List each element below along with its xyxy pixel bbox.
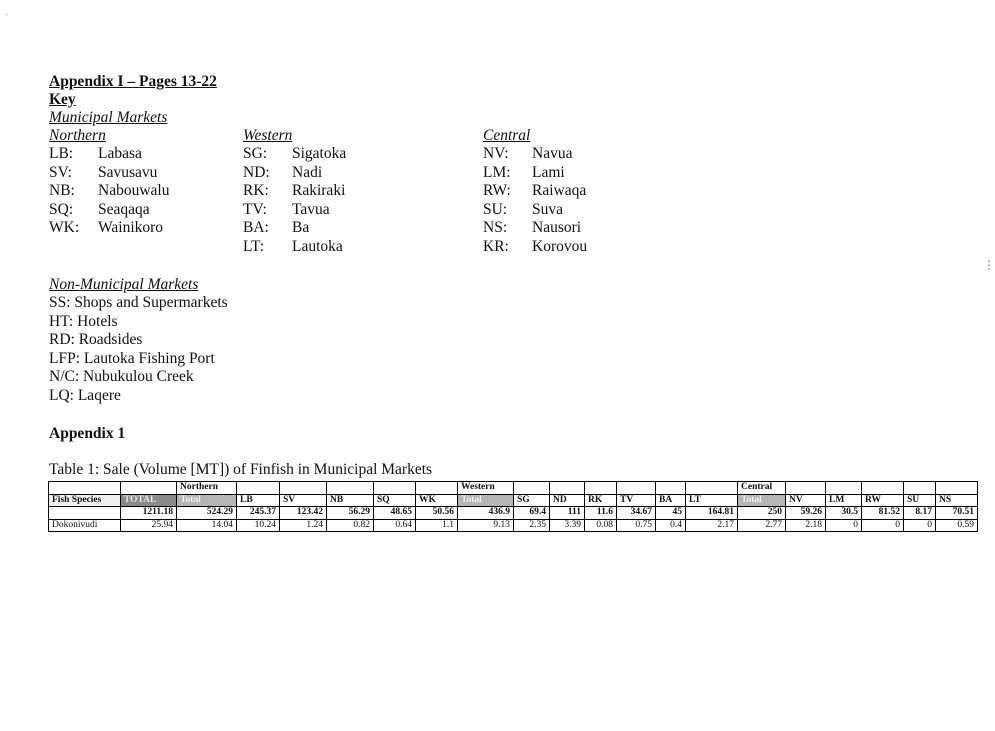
region-group-cell xyxy=(936,482,978,495)
table-cell: 0 xyxy=(862,519,904,532)
column-header-row xyxy=(49,494,978,507)
region-group-cell: Northern xyxy=(177,482,237,495)
market-entry xyxy=(483,201,587,220)
non-municipal-item: SS: Shops and Supermarkets xyxy=(49,294,228,311)
table-cell: 3.39 xyxy=(550,519,585,532)
market-name: Nadi xyxy=(292,163,323,181)
column-header: NB xyxy=(327,494,374,507)
region-central xyxy=(483,127,587,257)
market-entry xyxy=(483,164,587,183)
column-header: Total xyxy=(177,494,237,507)
region-group-cell xyxy=(904,482,936,495)
column-header: RK xyxy=(585,494,617,507)
market-entry xyxy=(243,219,346,238)
table-cell: 30.5 xyxy=(826,507,862,520)
market-entry xyxy=(243,201,346,220)
region-group-cell: Central xyxy=(738,482,786,495)
column-header: TOTAL xyxy=(121,494,177,507)
column-header: WK xyxy=(416,494,458,507)
region-title: Western xyxy=(243,127,293,144)
appendix-title: Appendix I – Pages 13-22 xyxy=(49,73,217,90)
column-header: LM xyxy=(826,494,862,507)
market-name: Navua xyxy=(532,145,573,162)
market-code: SV: xyxy=(49,163,72,181)
market-entry xyxy=(483,182,587,201)
region-group-cell xyxy=(550,482,585,495)
table-cell: 0.4 xyxy=(656,519,686,532)
table-cell: 1211.18 xyxy=(121,507,177,520)
table-cell: 111 xyxy=(550,507,585,520)
table-row xyxy=(49,519,978,532)
table-cell: 2.77 xyxy=(738,519,786,532)
table-cell: 436.9 xyxy=(458,507,514,520)
region-western xyxy=(243,127,346,257)
market-code: LB: xyxy=(49,145,74,162)
table-cell: 2.18 xyxy=(786,519,826,532)
region-group-cell xyxy=(514,482,550,495)
table-cell: 524.29 xyxy=(177,507,237,520)
market-code: SU: xyxy=(483,200,508,218)
market-name: Nausori xyxy=(532,219,582,237)
table-cell: 1.1 xyxy=(416,519,458,532)
table-cell: 250 xyxy=(738,507,786,520)
table-cell: 0 xyxy=(904,519,936,532)
market-name: Lautoka xyxy=(292,237,343,255)
table-cell: 164.81 xyxy=(686,507,738,520)
table-cell xyxy=(49,507,121,520)
market-entry xyxy=(243,238,346,257)
table-cell: 25.94 xyxy=(121,519,177,532)
column-header: SG xyxy=(514,494,550,507)
region-group-cell xyxy=(237,482,280,495)
market-entry xyxy=(243,145,346,164)
market-code: TV: xyxy=(243,200,267,218)
table-cell: 0 xyxy=(826,519,862,532)
table-caption: Table 1: Sale (Volume [MT]) of Finfish in Municipal Markets xyxy=(49,461,433,478)
market-code: LM: xyxy=(483,163,511,181)
column-header: RW xyxy=(862,494,904,507)
market-name: Rakiraki xyxy=(292,182,346,200)
market-entry xyxy=(483,145,587,164)
market-entry xyxy=(243,182,346,201)
market-code: LT: xyxy=(243,237,265,255)
non-municipal-item: LFP: Lautoka Fishing Port xyxy=(49,349,215,367)
market-name: Korovou xyxy=(532,237,588,255)
appendix-1-heading: Appendix 1 xyxy=(49,425,126,442)
market-entry xyxy=(49,164,169,183)
market-name: Wainikoro xyxy=(98,219,164,237)
key-label: Key xyxy=(49,91,76,108)
market-name: Nabouwalu xyxy=(98,182,170,200)
region-group-cell xyxy=(374,482,416,495)
region-group-cell xyxy=(121,482,177,495)
market-entry xyxy=(243,164,346,183)
region-northern xyxy=(49,127,169,238)
table-cell: 123.42 xyxy=(280,507,327,520)
table-cell: 11.6 xyxy=(585,507,617,520)
column-header: LT xyxy=(686,494,738,507)
table-cell: 0.64 xyxy=(374,519,416,532)
region-group-cell xyxy=(826,482,862,495)
market-name: Lami xyxy=(532,163,565,181)
table-cell: 59.26 xyxy=(786,507,826,520)
column-header: NS xyxy=(936,494,978,507)
market-entry xyxy=(49,219,169,238)
region-group-cell xyxy=(280,482,327,495)
non-municipal-item: N/C: Nubukulou Creek xyxy=(49,368,194,386)
market-name: Suva xyxy=(532,200,563,218)
table-cell: 56.29 xyxy=(327,507,374,520)
table-cell: 50.56 xyxy=(416,507,458,520)
table-cell: 0.82 xyxy=(327,519,374,532)
market-entry xyxy=(483,219,587,238)
table-cell: 14.04 xyxy=(177,519,237,532)
column-header: Total xyxy=(458,494,514,507)
market-code: BA: xyxy=(243,219,269,237)
column-header: Total xyxy=(738,494,786,507)
table-cell: Dokonivudi xyxy=(49,519,121,532)
column-header: SV xyxy=(280,494,327,507)
column-header: ND xyxy=(550,494,585,507)
table-cell: 48.65 xyxy=(374,507,416,520)
scan-speck: ⋮ xyxy=(983,258,995,272)
table-cell: 45 xyxy=(656,507,686,520)
market-name: Tavua xyxy=(292,200,330,218)
non-municipal-label: Non-Municipal Markets xyxy=(49,276,199,293)
non-municipal-item: RD: Roadsides xyxy=(49,331,143,349)
region-title: Northern xyxy=(49,127,106,144)
table-row xyxy=(49,507,978,520)
municipal-markets-label: Municipal Markets xyxy=(49,109,168,126)
region-group-cell xyxy=(327,482,374,495)
market-entry xyxy=(49,182,169,201)
column-header: LB xyxy=(237,494,280,507)
market-code: WK: xyxy=(49,219,80,237)
region-group-cell: Western xyxy=(458,482,514,495)
market-name: Ba xyxy=(292,219,310,237)
region-title: Central xyxy=(483,127,531,144)
column-header: SQ xyxy=(374,494,416,507)
table-cell: 8.17 xyxy=(904,507,936,520)
region-group-cell xyxy=(656,482,686,495)
market-name: Labasa xyxy=(98,145,142,162)
region-group-cell xyxy=(416,482,458,495)
market-name: Savusavu xyxy=(98,163,158,181)
table-cell: 1.24 xyxy=(280,519,327,532)
column-header: BA xyxy=(656,494,686,507)
market-code: RW: xyxy=(483,182,511,200)
table-cell: 245.37 xyxy=(237,507,280,520)
table-cell: 0.08 xyxy=(585,519,617,532)
market-code: ND: xyxy=(243,163,270,181)
table-cell: 0.75 xyxy=(617,519,656,532)
market-entry xyxy=(49,201,169,220)
market-code: NS: xyxy=(483,219,508,237)
region-group-cell xyxy=(686,482,738,495)
table-cell: 2.35 xyxy=(514,519,550,532)
market-code: NB: xyxy=(49,182,75,200)
column-header: TV xyxy=(617,494,656,507)
market-name: Seaqaqa xyxy=(98,200,150,218)
market-entry xyxy=(483,238,587,257)
column-header: Fish Species xyxy=(49,494,121,507)
market-code: SQ: xyxy=(49,200,74,218)
column-header: NV xyxy=(786,494,826,507)
market-entry xyxy=(49,145,169,164)
market-name: Sigatoka xyxy=(292,145,347,162)
region-group-cell xyxy=(585,482,617,495)
market-code: SG: xyxy=(243,145,268,162)
market-code: RK: xyxy=(243,182,269,200)
region-group-cell xyxy=(617,482,656,495)
market-code: NV: xyxy=(483,145,509,162)
market-code: KR: xyxy=(483,237,509,255)
market-name: Raiwaqa xyxy=(532,182,587,200)
non-municipal-section xyxy=(49,276,228,406)
table-cell: 81.52 xyxy=(862,507,904,520)
table-cell: 69.4 xyxy=(514,507,550,520)
table-cell: 2.17 xyxy=(686,519,738,532)
table-cell: 10.24 xyxy=(237,519,280,532)
table-cell: 34.67 xyxy=(617,507,656,520)
region-group-cell xyxy=(786,482,826,495)
non-municipal-item: HT: Hotels xyxy=(49,312,118,330)
finfish-sales-table xyxy=(48,481,978,532)
region-group-cell xyxy=(862,482,904,495)
region-group-row xyxy=(49,482,978,495)
table-cell: 0.59 xyxy=(936,519,978,532)
region-group-cell xyxy=(49,482,121,495)
table-cell: 70.51 xyxy=(936,507,978,520)
non-municipal-item: LQ: Laqere xyxy=(49,386,121,404)
scan-speck: ′ xyxy=(6,12,8,22)
column-header: SU xyxy=(904,494,936,507)
table-cell: 9.13 xyxy=(458,519,514,532)
